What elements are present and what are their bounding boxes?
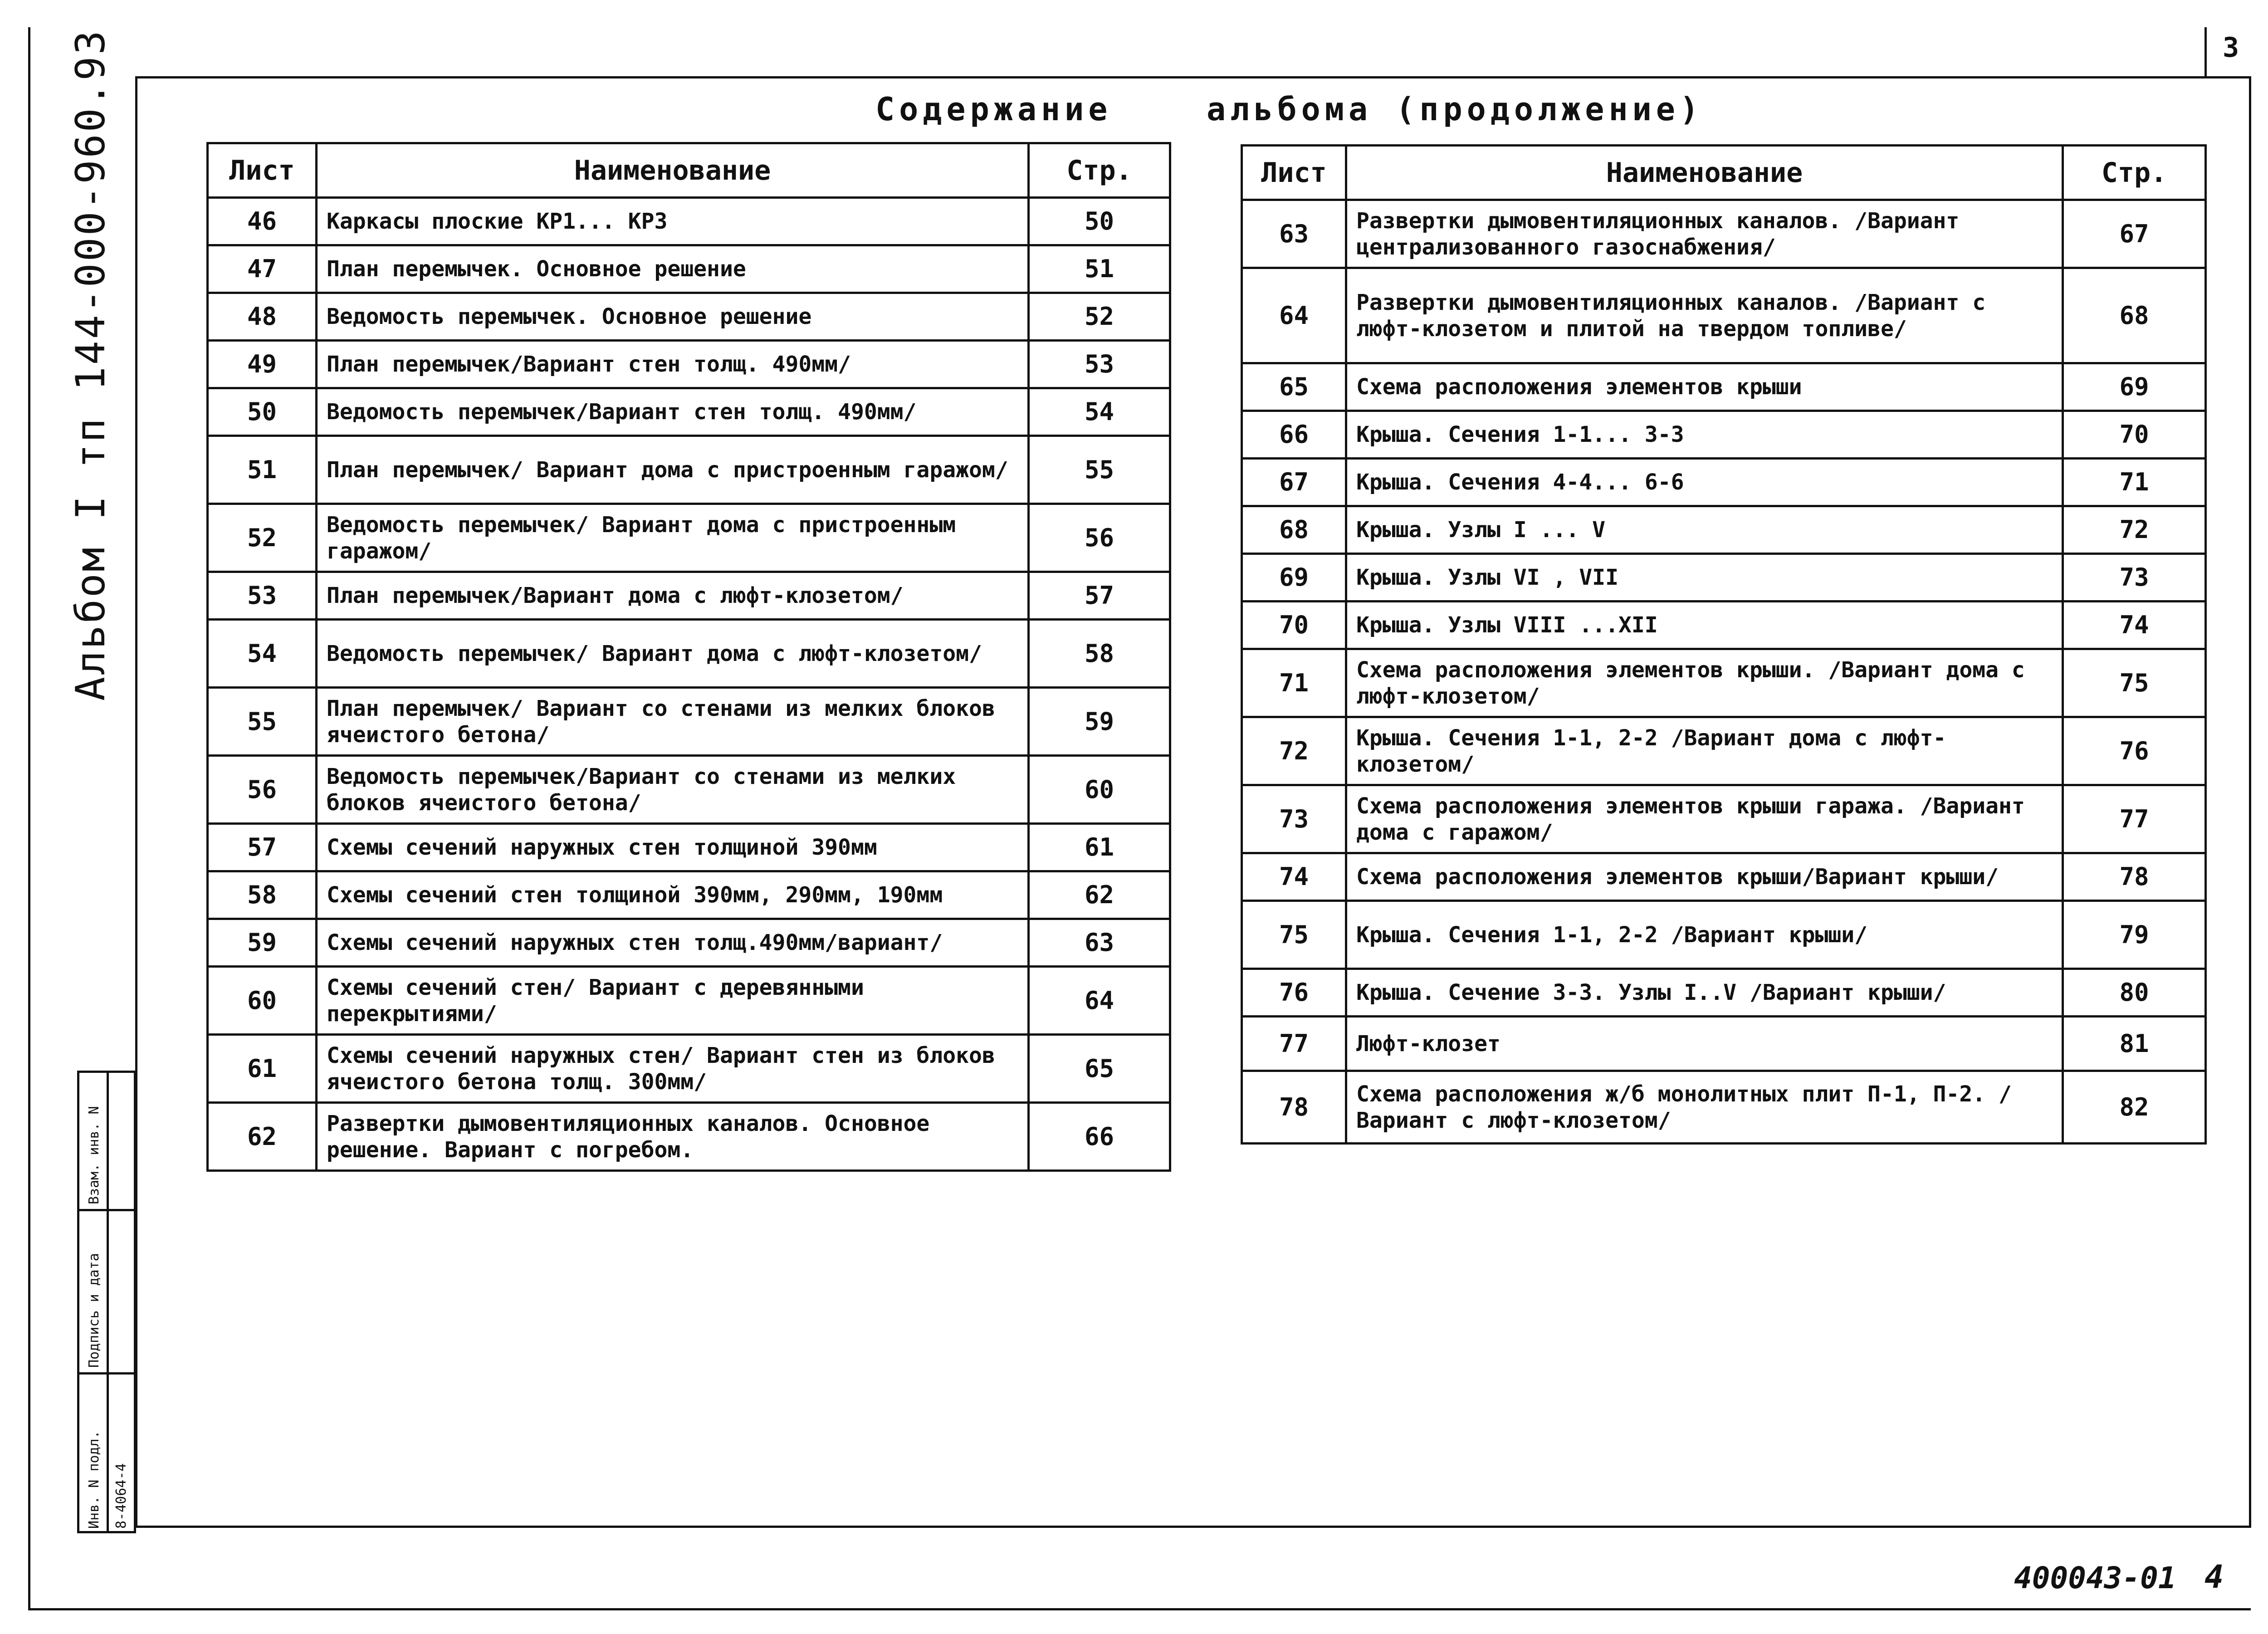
row-sheet-number: 77 (1242, 1017, 1346, 1071)
row-title: Крыша. Узлы VI , VII (1346, 554, 2063, 602)
row-title: Крыша. Сечения 1-1, 2-2 /Вариант крыши/ (1346, 901, 2063, 969)
row-title: Схема расположения элементов крыши гаража. /Вариант дома с гаражом/ (1346, 785, 2063, 853)
row-page-number: 58 (1029, 620, 1170, 688)
row-title: Схемы сечений стен толщиной 390мм, 290мм, 190мм (317, 871, 1029, 919)
row-sheet-number: 72 (1242, 717, 1346, 785)
table-row (1242, 1071, 2206, 1144)
table-row (208, 572, 1170, 620)
row-title: Схемы сечений стен/ Вариант с деревянными перекрытиями/ (317, 967, 1029, 1035)
row-title: Развертки дымовентиляционных каналов. /Вариант с люфт-клозетом и плитой на твердом топливе/ (1346, 268, 2063, 363)
contents-table-right (1241, 144, 2207, 1145)
row-sheet-number: 62 (208, 1103, 317, 1171)
table-row (1242, 901, 2206, 969)
table-row (1242, 506, 2206, 554)
header-sheet: Лист (1242, 146, 1346, 200)
row-sheet-number: 52 (208, 504, 317, 572)
table-row (1242, 1017, 2206, 1071)
row-page-number: 72 (2063, 506, 2206, 554)
row-sheet-number: 51 (208, 436, 317, 504)
row-title: Развертки дымовентиляционных каналов. /Вариант централизованного газоснабжения/ (1346, 200, 2063, 268)
table-row (208, 824, 1170, 871)
table-row (1242, 554, 2206, 602)
table-row (208, 688, 1170, 756)
table-row (208, 198, 1170, 245)
document-code: 400043-01 (2014, 1561, 2176, 1595)
table-row (208, 620, 1170, 688)
row-sheet-number: 66 (1242, 411, 1346, 459)
row-page-number: 74 (2063, 602, 2206, 649)
row-title: Ведомость перемычек/ Вариант дома с пристроенным гаражом/ (317, 504, 1029, 572)
row-page-number: 50 (1029, 198, 1170, 245)
row-title: Схемы сечений наружных стен/ Вариант стен из блоков ячеистого бетона толщ. 300мм/ (317, 1035, 1029, 1103)
page-heading: Содержание альбома (продолжение) (875, 91, 1704, 128)
row-sheet-number: 69 (1242, 554, 1346, 602)
row-title: Крыша. Сечения 1-1, 2-2 /Вариант дома с люфт-клозетом/ (1346, 717, 2063, 785)
row-title: Крыша. Сечение 3-3. Узлы I..V /Вариант крыши/ (1346, 969, 2063, 1017)
row-page-number: 52 (1029, 293, 1170, 341)
table-row (1242, 363, 2206, 411)
row-sheet-number: 61 (208, 1035, 317, 1103)
table-row (1242, 268, 2206, 363)
row-sheet-number: 47 (208, 245, 317, 293)
row-title: Ведомость перемычек/Вариант стен толщ. 490мм/ (317, 388, 1029, 436)
stamp-row-divider (79, 1372, 134, 1375)
row-page-number: 73 (2063, 554, 2206, 602)
row-page-number: 82 (2063, 1071, 2206, 1144)
row-sheet-number: 74 (1242, 853, 1346, 901)
stamp-label-replace: Взам. инв. N (86, 1106, 102, 1204)
row-sheet-number: 56 (208, 756, 317, 824)
row-sheet-number: 53 (208, 572, 317, 620)
stamp-inv-value: 8-4064-4 (113, 1463, 129, 1529)
row-title: План перемычек/Вариант дома с люфт-клозетом/ (317, 572, 1029, 620)
row-sheet-number: 55 (208, 688, 317, 756)
row-title: Крыша. Сечения 4-4... 6-6 (1346, 459, 2063, 506)
row-sheet-number: 65 (1242, 363, 1346, 411)
row-page-number: 51 (1029, 245, 1170, 293)
row-sheet-number: 58 (208, 871, 317, 919)
table-row (208, 1103, 1170, 1171)
row-page-number: 60 (1029, 756, 1170, 824)
row-title: План перемычек. Основное решение (317, 245, 1029, 293)
row-page-number: 59 (1029, 688, 1170, 756)
header-page: Стр. (1029, 143, 1170, 198)
stamp-label-sign: Подпись и дата (86, 1253, 102, 1368)
row-page-number: 53 (1029, 341, 1170, 388)
row-title: Ведомость перемычек. Основное решение (317, 293, 1029, 341)
row-sheet-number: 49 (208, 341, 317, 388)
table-row (208, 293, 1170, 341)
sheet-number: 3 (2223, 32, 2239, 64)
row-title: Крыша. Сечения 1-1... 3-3 (1346, 411, 2063, 459)
table-row (208, 388, 1170, 436)
outer-frame-left (28, 27, 30, 1610)
page-number: 4 (2204, 1558, 2224, 1595)
row-page-number: 75 (2063, 649, 2206, 717)
row-sheet-number: 50 (208, 388, 317, 436)
row-sheet-number: 48 (208, 293, 317, 341)
row-page-number: 62 (1029, 871, 1170, 919)
row-title: Ведомость перемычек/Вариант со стенами из мелких блоков ячеистого бетона/ (317, 756, 1029, 824)
table-row (208, 341, 1170, 388)
table-row (1242, 717, 2206, 785)
outer-frame-bottom (28, 1608, 2251, 1610)
row-page-number: 79 (2063, 901, 2206, 969)
table-row (1242, 969, 2206, 1017)
row-page-number: 55 (1029, 436, 1170, 504)
row-sheet-number: 68 (1242, 506, 1346, 554)
row-sheet-number: 75 (1242, 901, 1346, 969)
row-sheet-number: 78 (1242, 1071, 1346, 1144)
header-sheet: Лист (208, 143, 317, 198)
stamp-column-divider (107, 1073, 109, 1531)
table-row (1242, 649, 2206, 717)
table-row (208, 1035, 1170, 1103)
table-row (1242, 459, 2206, 506)
row-title: План перемычек/Вариант стен толщ. 490мм/ (317, 341, 1029, 388)
row-title: План перемычек/ Вариант со стенами из мелких блоков ячеистого бетона/ (317, 688, 1029, 756)
table-row (208, 436, 1170, 504)
row-title: Схема расположения элементов крыши/Вариант крыши/ (1346, 853, 2063, 901)
contents-table-left (206, 142, 1171, 1172)
row-page-number: 54 (1029, 388, 1170, 436)
row-page-number: 64 (1029, 967, 1170, 1035)
row-title: Люфт-клозет (1346, 1017, 2063, 1071)
row-title: Схема расположения элементов крыши. /Вариант дома с люфт-клозетом/ (1346, 649, 2063, 717)
row-page-number: 61 (1029, 824, 1170, 871)
row-page-number: 80 (2063, 969, 2206, 1017)
row-title: Крыша. Узлы I ... V (1346, 506, 2063, 554)
table-header-row (1242, 146, 2206, 200)
row-sheet-number: 54 (208, 620, 317, 688)
stamp-row-divider (79, 1209, 134, 1211)
row-page-number: 67 (2063, 200, 2206, 268)
header-name: Наименование (317, 143, 1029, 198)
row-sheet-number: 76 (1242, 969, 1346, 1017)
row-title: Ведомость перемычек/ Вариант дома с люфт-клозетом/ (317, 620, 1029, 688)
header-page: Стр. (2063, 146, 2206, 200)
row-sheet-number: 70 (1242, 602, 1346, 649)
table-row (208, 756, 1170, 824)
row-page-number: 77 (2063, 785, 2206, 853)
row-sheet-number: 60 (208, 967, 317, 1035)
table-row (1242, 785, 2206, 853)
row-sheet-number: 46 (208, 198, 317, 245)
row-page-number: 65 (1029, 1035, 1170, 1103)
table-row (208, 504, 1170, 572)
table-row (1242, 411, 2206, 459)
row-title: Крыша. Узлы VIII ...XII (1346, 602, 2063, 649)
row-title: План перемычек/ Вариант дома с пристроенным гаражом/ (317, 436, 1029, 504)
row-sheet-number: 57 (208, 824, 317, 871)
table-row (208, 967, 1170, 1035)
table-row (208, 245, 1170, 293)
row-sheet-number: 64 (1242, 268, 1346, 363)
row-sheet-number: 71 (1242, 649, 1346, 717)
album-side-title: Альбом I тп 144-000-960.93 (67, 29, 114, 701)
row-page-number: 71 (2063, 459, 2206, 506)
approval-stamp (77, 1071, 136, 1533)
table-row (1242, 602, 2206, 649)
header-name: Наименование (1346, 146, 2063, 200)
row-title: Каркасы плоские КР1... КР3 (317, 198, 1029, 245)
row-page-number: 63 (1029, 919, 1170, 967)
row-page-number: 76 (2063, 717, 2206, 785)
row-title: Развертки дымовентиляционных каналов. Основное решение. Вариант с погребом. (317, 1103, 1029, 1171)
table-row (208, 919, 1170, 967)
table-header-row (208, 143, 1170, 198)
row-title: Схемы сечений наружных стен толщиной 390мм (317, 824, 1029, 871)
row-page-number: 56 (1029, 504, 1170, 572)
row-page-number: 81 (2063, 1017, 2206, 1071)
row-title: Схема расположения ж/б монолитных плит П-1, П-2. /Вариант с люфт-клозетом/ (1346, 1071, 2063, 1144)
row-title: Схема расположения элементов крыши (1346, 363, 2063, 411)
stamp-label-inv: Инв. N подл. (86, 1430, 102, 1529)
table-row (208, 871, 1170, 919)
sheet-number-divider (2204, 27, 2207, 77)
row-page-number: 66 (1029, 1103, 1170, 1171)
row-page-number: 78 (2063, 853, 2206, 901)
row-sheet-number: 73 (1242, 785, 1346, 853)
table-row (1242, 200, 2206, 268)
table-row (1242, 853, 2206, 901)
row-page-number: 68 (2063, 268, 2206, 363)
row-page-number: 69 (2063, 363, 2206, 411)
row-sheet-number: 59 (208, 919, 317, 967)
row-page-number: 70 (2063, 411, 2206, 459)
row-title: Схемы сечений наружных стен толщ.490мм/вариант/ (317, 919, 1029, 967)
row-page-number: 57 (1029, 572, 1170, 620)
row-sheet-number: 67 (1242, 459, 1346, 506)
row-sheet-number: 63 (1242, 200, 1346, 268)
